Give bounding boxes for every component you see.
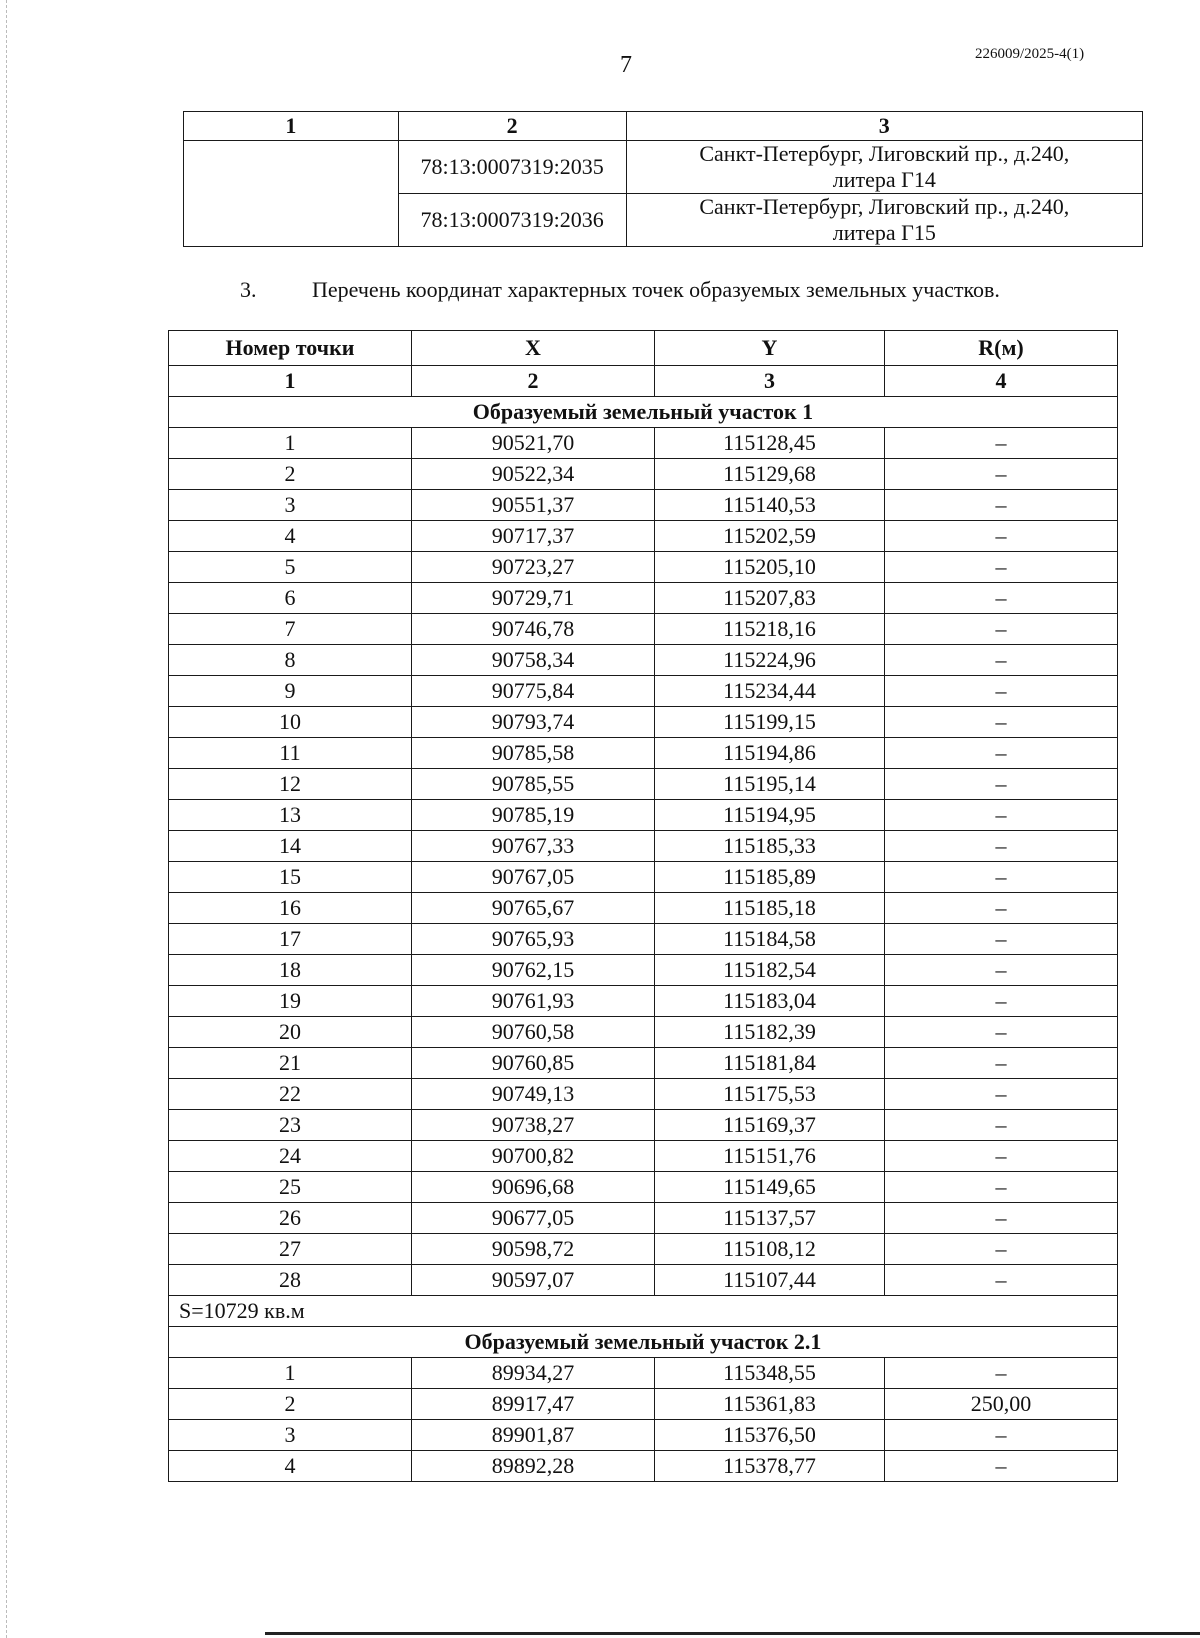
y-coordinate: 115129,68 bbox=[655, 459, 885, 490]
y-coordinate: 115185,89 bbox=[655, 862, 885, 893]
y-coordinate: 115185,18 bbox=[655, 893, 885, 924]
area-row bbox=[169, 1296, 1118, 1327]
point-number: 13 bbox=[169, 800, 412, 831]
x-coordinate: 90793,74 bbox=[412, 707, 655, 738]
y-coordinate: 115185,33 bbox=[655, 831, 885, 862]
point-number: 3 bbox=[169, 490, 412, 521]
point-number: 4 bbox=[169, 521, 412, 552]
radius: – bbox=[885, 428, 1118, 459]
column-header: Номер точки bbox=[169, 331, 412, 366]
point-number: 25 bbox=[169, 1172, 412, 1203]
x-coordinate: 90749,13 bbox=[412, 1079, 655, 1110]
x-coordinate: 90765,67 bbox=[412, 893, 655, 924]
radius: – bbox=[885, 738, 1118, 769]
radius: – bbox=[885, 924, 1118, 955]
x-coordinate: 89892,28 bbox=[412, 1451, 655, 1482]
point-number: 10 bbox=[169, 707, 412, 738]
radius: – bbox=[885, 645, 1118, 676]
radius: – bbox=[885, 1420, 1118, 1451]
address-line: Санкт-Петербург, Лиговский пр., д.240, bbox=[699, 141, 1070, 166]
x-coordinate: 90738,27 bbox=[412, 1110, 655, 1141]
radius: – bbox=[885, 986, 1118, 1017]
y-coordinate: 115181,84 bbox=[655, 1048, 885, 1079]
table-row bbox=[169, 521, 1118, 552]
radius: – bbox=[885, 1265, 1118, 1296]
point-number: 11 bbox=[169, 738, 412, 769]
point-number: 28 bbox=[169, 1265, 412, 1296]
x-coordinate: 90785,58 bbox=[412, 738, 655, 769]
radius: – bbox=[885, 1234, 1118, 1265]
y-coordinate: 115182,39 bbox=[655, 1017, 885, 1048]
y-coordinate: 115195,14 bbox=[655, 769, 885, 800]
radius: – bbox=[885, 521, 1118, 552]
point-number: 2 bbox=[169, 459, 412, 490]
y-coordinate: 115202,59 bbox=[655, 521, 885, 552]
document-id: 226009/2025-4(1) bbox=[975, 46, 1085, 62]
radius: – bbox=[885, 1203, 1118, 1234]
x-coordinate: 90551,37 bbox=[412, 490, 655, 521]
table-row bbox=[169, 676, 1118, 707]
cadastral-table-header bbox=[184, 112, 1143, 141]
table-row bbox=[169, 862, 1118, 893]
page-edge-mark bbox=[6, 0, 7, 1638]
table-row bbox=[169, 459, 1118, 490]
table-row bbox=[169, 1110, 1118, 1141]
radius: – bbox=[885, 1451, 1118, 1482]
point-number: 18 bbox=[169, 955, 412, 986]
radius: – bbox=[885, 614, 1118, 645]
point-number: 15 bbox=[169, 862, 412, 893]
radius: – bbox=[885, 862, 1118, 893]
plot-area: S=10729 кв.м bbox=[169, 1296, 1118, 1327]
y-coordinate: 115361,83 bbox=[655, 1389, 885, 1420]
y-coordinate: 115224,96 bbox=[655, 645, 885, 676]
y-coordinate: 115107,44 bbox=[655, 1265, 885, 1296]
table-row bbox=[169, 1265, 1118, 1296]
point-number: 16 bbox=[169, 893, 412, 924]
radius: – bbox=[885, 1172, 1118, 1203]
column-header: 1 bbox=[184, 112, 399, 141]
y-coordinate: 115137,57 bbox=[655, 1203, 885, 1234]
plot-title: Образуемый земельный участок 2.1 bbox=[169, 1327, 1118, 1358]
table-row bbox=[169, 1017, 1118, 1048]
radius: – bbox=[885, 459, 1118, 490]
coordinates-table-header bbox=[169, 331, 1118, 366]
x-coordinate: 90696,68 bbox=[412, 1172, 655, 1203]
point-number: 27 bbox=[169, 1234, 412, 1265]
radius: – bbox=[885, 1358, 1118, 1389]
address-line: литера Г14 bbox=[832, 167, 936, 192]
bottom-edge-line bbox=[265, 1632, 1200, 1635]
x-coordinate: 90522,34 bbox=[412, 459, 655, 490]
x-coordinate: 90785,55 bbox=[412, 769, 655, 800]
radius: – bbox=[885, 1017, 1118, 1048]
y-coordinate: 115140,53 bbox=[655, 490, 885, 521]
table-row bbox=[169, 986, 1118, 1017]
cadastral-number: 78:13:0007319:2035 bbox=[398, 141, 626, 194]
y-coordinate: 115205,10 bbox=[655, 552, 885, 583]
point-number: 3 bbox=[169, 1420, 412, 1451]
table-row bbox=[169, 428, 1118, 459]
x-coordinate: 90760,85 bbox=[412, 1048, 655, 1079]
radius: – bbox=[885, 676, 1118, 707]
column-numbers-row bbox=[169, 366, 1118, 397]
y-coordinate: 115108,12 bbox=[655, 1234, 885, 1265]
y-coordinate: 115184,58 bbox=[655, 924, 885, 955]
y-coordinate: 115128,45 bbox=[655, 428, 885, 459]
table-row bbox=[169, 645, 1118, 676]
x-coordinate: 90746,78 bbox=[412, 614, 655, 645]
radius: – bbox=[885, 831, 1118, 862]
x-coordinate: 90723,27 bbox=[412, 552, 655, 583]
y-coordinate: 115169,37 bbox=[655, 1110, 885, 1141]
x-coordinate: 89917,47 bbox=[412, 1389, 655, 1420]
table-row bbox=[169, 490, 1118, 521]
column-header: X bbox=[412, 331, 655, 366]
x-coordinate: 90765,93 bbox=[412, 924, 655, 955]
section-number: 3. bbox=[240, 277, 257, 302]
table-row bbox=[169, 1079, 1118, 1110]
point-number: 19 bbox=[169, 986, 412, 1017]
address-cell bbox=[626, 141, 1142, 194]
x-coordinate: 90767,05 bbox=[412, 862, 655, 893]
x-coordinate: 90767,33 bbox=[412, 831, 655, 862]
radius: – bbox=[885, 1141, 1118, 1172]
point-number: 1 bbox=[169, 1358, 412, 1389]
table-row bbox=[169, 955, 1118, 986]
point-number: 5 bbox=[169, 552, 412, 583]
plot-title-row bbox=[169, 1327, 1118, 1358]
y-coordinate: 115376,50 bbox=[655, 1420, 885, 1451]
section-heading bbox=[240, 277, 1000, 303]
radius: – bbox=[885, 583, 1118, 614]
radius: – bbox=[885, 707, 1118, 738]
table-row bbox=[169, 1451, 1118, 1482]
x-coordinate: 90761,93 bbox=[412, 986, 655, 1017]
y-coordinate: 115234,44 bbox=[655, 676, 885, 707]
point-number: 24 bbox=[169, 1141, 412, 1172]
point-number: 6 bbox=[169, 583, 412, 614]
radius: – bbox=[885, 893, 1118, 924]
table-row bbox=[169, 893, 1118, 924]
x-coordinate: 90677,05 bbox=[412, 1203, 655, 1234]
table-row bbox=[169, 552, 1118, 583]
table-row bbox=[169, 1203, 1118, 1234]
radius: – bbox=[885, 552, 1118, 583]
point-number: 7 bbox=[169, 614, 412, 645]
x-coordinate: 90700,82 bbox=[412, 1141, 655, 1172]
y-coordinate: 115183,04 bbox=[655, 986, 885, 1017]
point-number: 20 bbox=[169, 1017, 412, 1048]
cadastral-number: 78:13:0007319:2036 bbox=[398, 194, 626, 247]
address-line: литера Г15 bbox=[832, 220, 936, 245]
point-number: 9 bbox=[169, 676, 412, 707]
table-row bbox=[169, 924, 1118, 955]
plot-title-row bbox=[169, 397, 1118, 428]
radius: – bbox=[885, 1048, 1118, 1079]
column-header: R(м) bbox=[885, 331, 1118, 366]
table-row bbox=[169, 1420, 1118, 1451]
coordinates-table bbox=[168, 330, 1118, 1482]
column-header: 3 bbox=[626, 112, 1142, 141]
table-row bbox=[169, 614, 1118, 645]
column-number: 2 bbox=[412, 366, 655, 397]
table-row bbox=[169, 831, 1118, 862]
radius: – bbox=[885, 1110, 1118, 1141]
x-coordinate: 90758,34 bbox=[412, 645, 655, 676]
radius: 250,00 bbox=[885, 1389, 1118, 1420]
point-number: 8 bbox=[169, 645, 412, 676]
column-header: 2 bbox=[398, 112, 626, 141]
column-number: 3 bbox=[655, 366, 885, 397]
radius: – bbox=[885, 769, 1118, 800]
point-number: 2 bbox=[169, 1389, 412, 1420]
table-row bbox=[169, 707, 1118, 738]
y-coordinate: 115378,77 bbox=[655, 1451, 885, 1482]
y-coordinate: 115194,95 bbox=[655, 800, 885, 831]
table-row bbox=[169, 1141, 1118, 1172]
point-number: 14 bbox=[169, 831, 412, 862]
table-row bbox=[184, 141, 1143, 194]
radius: – bbox=[885, 800, 1118, 831]
page-number: 7 bbox=[620, 52, 632, 78]
x-coordinate: 90521,70 bbox=[412, 428, 655, 459]
y-coordinate: 115207,83 bbox=[655, 583, 885, 614]
x-coordinate: 89934,27 bbox=[412, 1358, 655, 1389]
point-number: 4 bbox=[169, 1451, 412, 1482]
point-number: 21 bbox=[169, 1048, 412, 1079]
plot-title: Образуемый земельный участок 1 bbox=[169, 397, 1118, 428]
y-coordinate: 115194,86 bbox=[655, 738, 885, 769]
point-number: 23 bbox=[169, 1110, 412, 1141]
x-coordinate: 90785,19 bbox=[412, 800, 655, 831]
table-row bbox=[169, 1172, 1118, 1203]
y-coordinate: 115218,16 bbox=[655, 614, 885, 645]
column-number: 4 bbox=[885, 366, 1118, 397]
y-coordinate: 115348,55 bbox=[655, 1358, 885, 1389]
x-coordinate: 90597,07 bbox=[412, 1265, 655, 1296]
address-line: Санкт-Петербург, Лиговский пр., д.240, bbox=[699, 194, 1070, 219]
x-coordinate: 90729,71 bbox=[412, 583, 655, 614]
x-coordinate: 90762,15 bbox=[412, 955, 655, 986]
radius: – bbox=[885, 1079, 1118, 1110]
empty-cell bbox=[184, 141, 399, 247]
address-cell bbox=[626, 194, 1142, 247]
x-coordinate: 89901,87 bbox=[412, 1420, 655, 1451]
point-number: 22 bbox=[169, 1079, 412, 1110]
radius: – bbox=[885, 490, 1118, 521]
point-number: 1 bbox=[169, 428, 412, 459]
x-coordinate: 90775,84 bbox=[412, 676, 655, 707]
table-row bbox=[169, 769, 1118, 800]
radius: – bbox=[885, 955, 1118, 986]
table-row bbox=[169, 1234, 1118, 1265]
point-number: 17 bbox=[169, 924, 412, 955]
y-coordinate: 115149,65 bbox=[655, 1172, 885, 1203]
point-number: 12 bbox=[169, 769, 412, 800]
table-row bbox=[169, 1048, 1118, 1079]
column-header: Y bbox=[655, 331, 885, 366]
table-row bbox=[169, 583, 1118, 614]
y-coordinate: 115199,15 bbox=[655, 707, 885, 738]
y-coordinate: 115151,76 bbox=[655, 1141, 885, 1172]
column-number: 1 bbox=[169, 366, 412, 397]
table-row bbox=[169, 800, 1118, 831]
table-row bbox=[169, 1389, 1118, 1420]
x-coordinate: 90717,37 bbox=[412, 521, 655, 552]
x-coordinate: 90760,58 bbox=[412, 1017, 655, 1048]
point-number: 26 bbox=[169, 1203, 412, 1234]
cadastral-table bbox=[183, 111, 1143, 247]
table-row bbox=[169, 738, 1118, 769]
x-coordinate: 90598,72 bbox=[412, 1234, 655, 1265]
y-coordinate: 115182,54 bbox=[655, 955, 885, 986]
section-text: Перечень координат характерных точек образуемых земельных участков. bbox=[312, 277, 1000, 302]
y-coordinate: 115175,53 bbox=[655, 1079, 885, 1110]
coordinates-table-body bbox=[169, 331, 1118, 1482]
table-row bbox=[169, 1358, 1118, 1389]
